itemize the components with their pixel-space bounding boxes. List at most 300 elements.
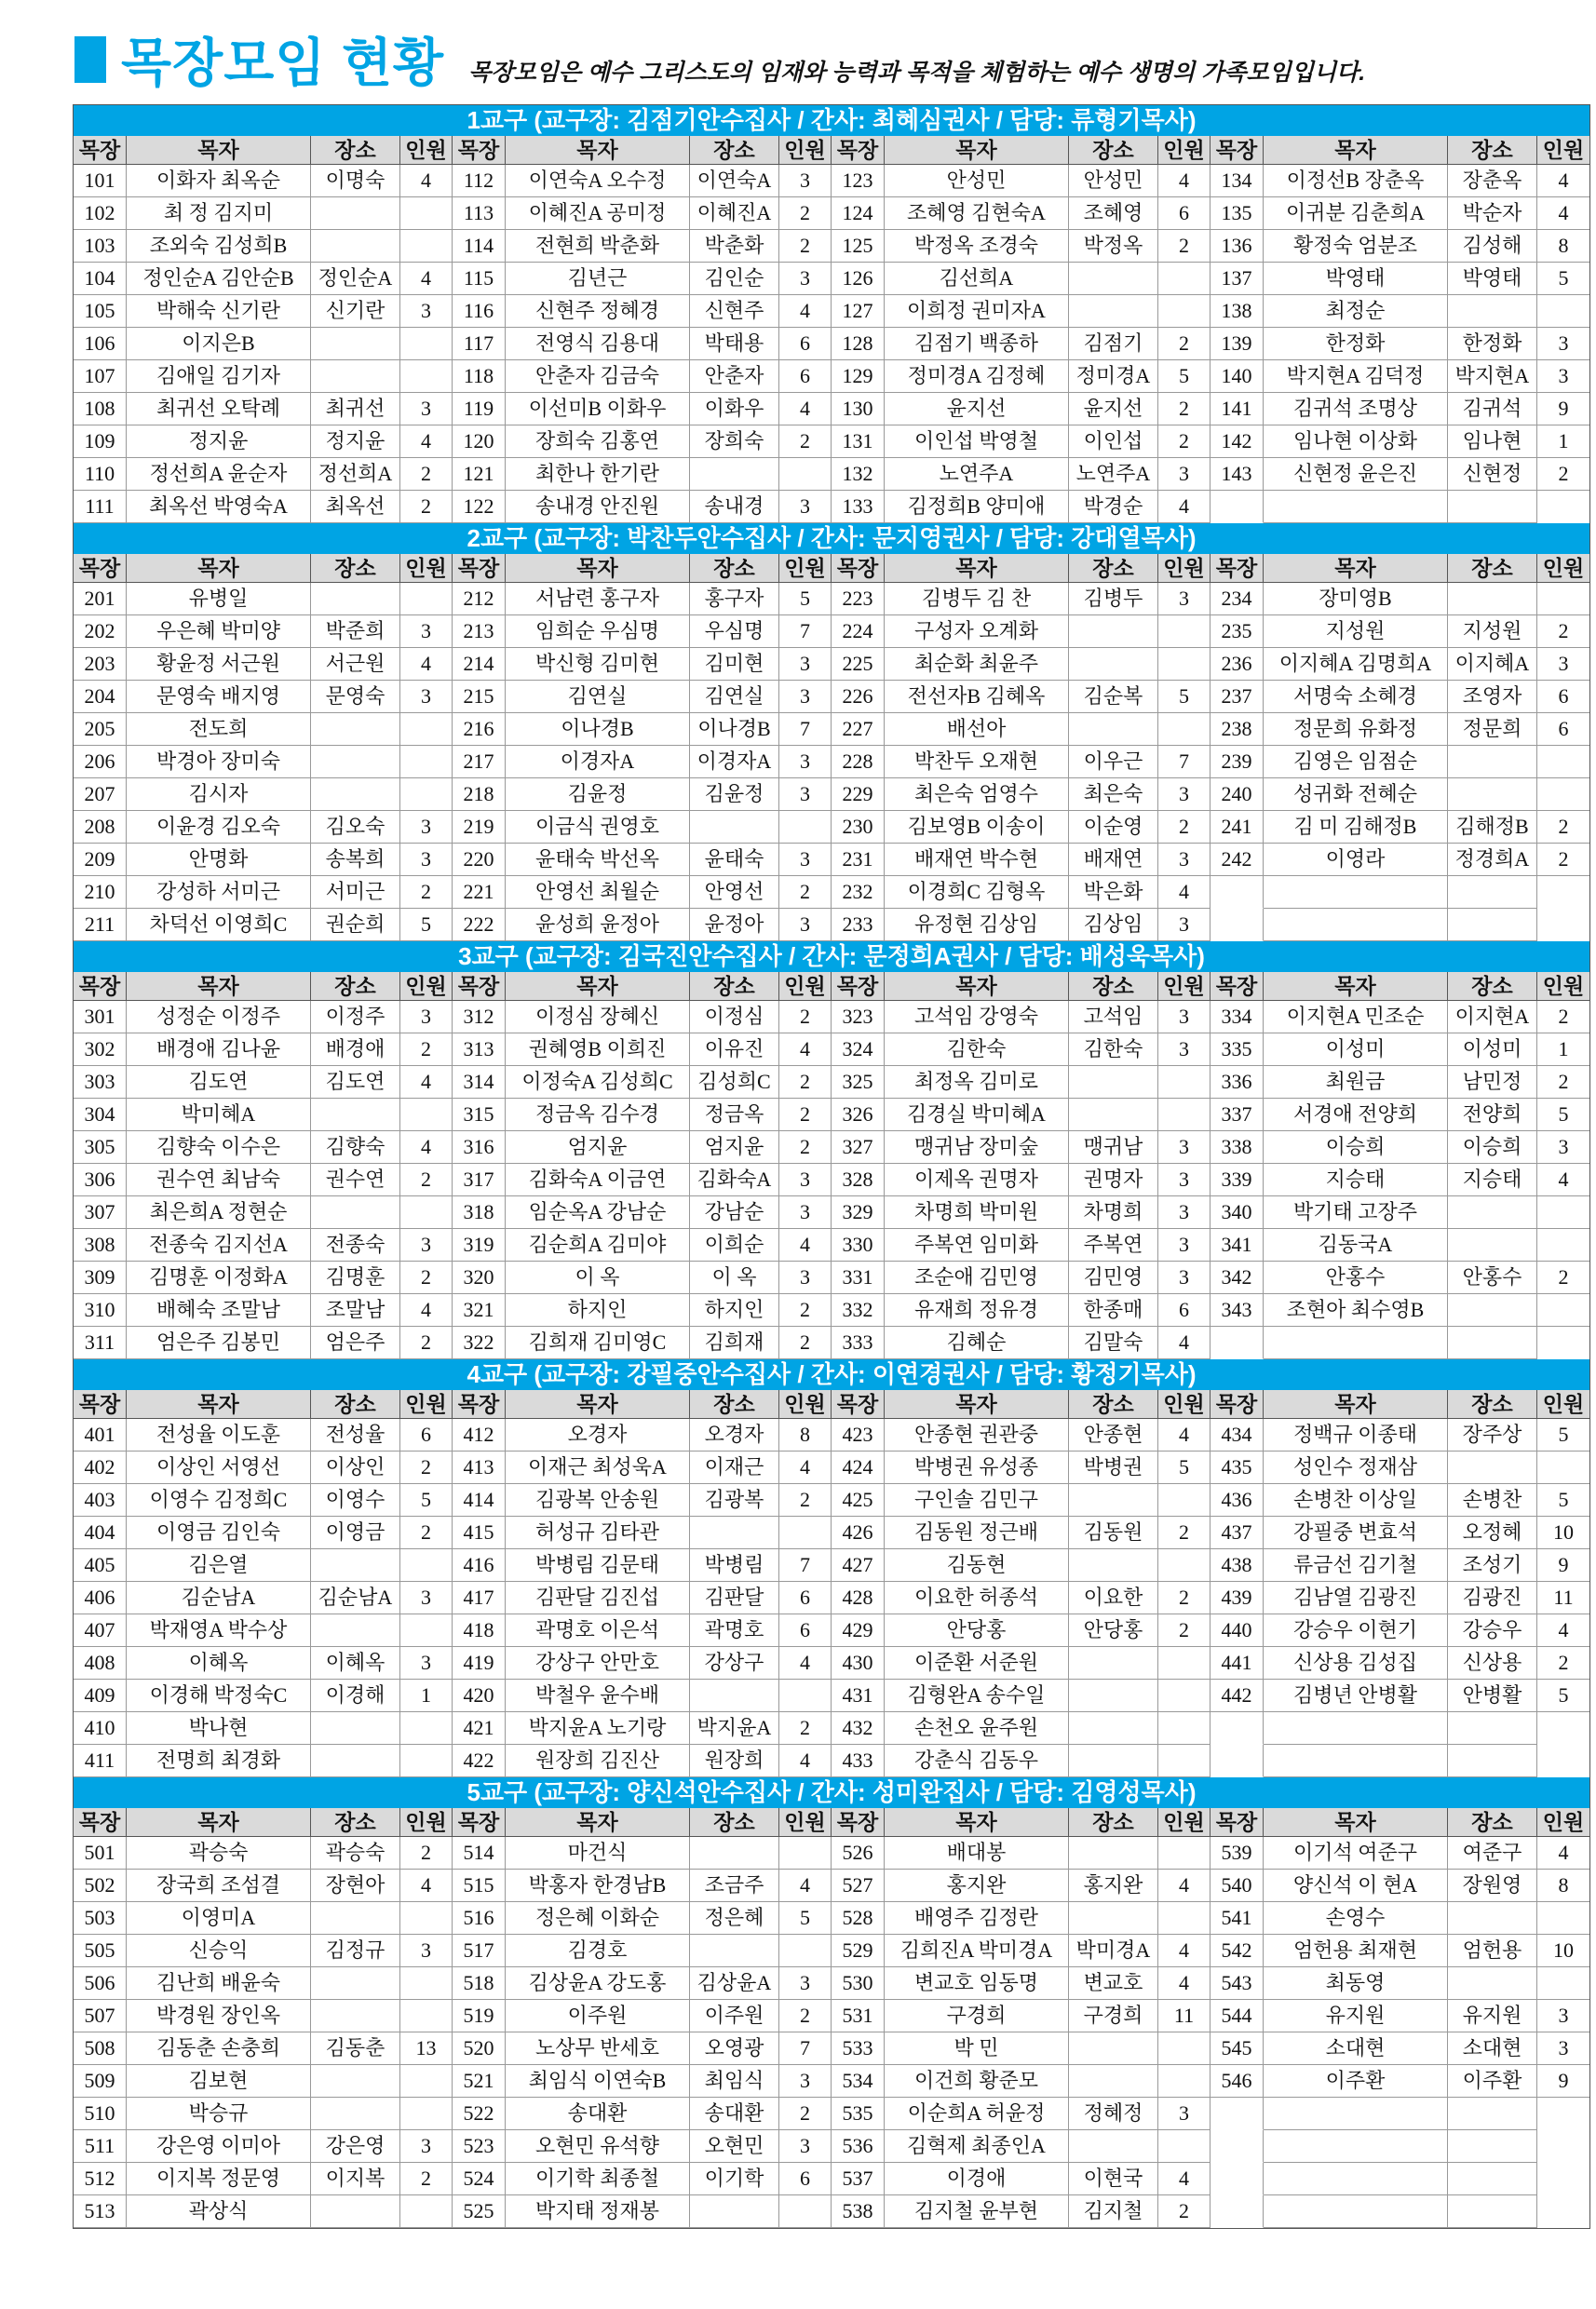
cell-mokjang: 506 <box>74 1967 127 2000</box>
cell-jangso <box>1448 1229 1537 1262</box>
cell-inwon: 2 <box>1537 1001 1589 1033</box>
cell-mokjang: 124 <box>832 197 885 230</box>
cell-mokja: 김병년 안병활 <box>1264 1680 1448 1712</box>
cell-jangso: 박태용 <box>690 328 779 360</box>
cell-inwon: 3 <box>1158 1164 1211 1196</box>
cell-mokjang: 520 <box>453 2032 506 2065</box>
cell-jangso <box>1448 2130 1537 2163</box>
cell-mokja: 강승우 이현기 <box>1264 1614 1448 1647</box>
cell-inwon <box>779 1837 832 1870</box>
cell-jangso: 김인순 <box>690 263 779 295</box>
cell-mokja: 장미영B <box>1264 583 1448 615</box>
cell-mokjang: 438 <box>1211 1549 1264 1582</box>
cell-jangso <box>1069 713 1158 746</box>
cell-jangso: 김지철 <box>1069 2195 1158 2228</box>
cell-jangso: 고석임 <box>1069 1001 1158 1033</box>
cell-jangso: 정미경A <box>1069 360 1158 393</box>
cell-mokjang <box>1211 2130 1264 2163</box>
cell-jangso <box>311 746 400 778</box>
cell-inwon: 2 <box>1158 1517 1211 1549</box>
cell-mokjang: 511 <box>74 2130 127 2163</box>
cell-mokja: 김윤정 <box>506 778 690 811</box>
cell-mokjang: 309 <box>74 1262 127 1294</box>
cell-jangso <box>1448 746 1537 778</box>
cell-inwon <box>779 1680 832 1712</box>
cell-jangso: 이희순 <box>690 1229 779 1262</box>
cell-jangso: 전종숙 <box>311 1229 400 1262</box>
cell-mokja: 김 미 김해정B <box>1264 811 1448 844</box>
cell-mokjang: 501 <box>74 1837 127 1870</box>
page-subtitle: 목장모임은 예수 그리스도의 임재와 능력과 목적을 체험하는 예수 생명의 가족모임입니다. <box>468 60 1366 86</box>
cell-jangso: 정경희A <box>1448 844 1537 876</box>
cell-jangso <box>1448 1452 1537 1484</box>
cell-mokja: 정선희A 윤순자 <box>127 458 311 491</box>
cell-jangso: 문영숙 <box>311 681 400 713</box>
column-header: 인원 <box>1537 1808 1589 1837</box>
cell-inwon: 4 <box>1158 2163 1211 2195</box>
cell-inwon <box>1537 2098 1589 2130</box>
cell-jangso: 김광복 <box>690 1484 779 1517</box>
cell-inwon: 10 <box>1537 1935 1589 1967</box>
cell-inwon: 4 <box>1537 1837 1589 1870</box>
cell-mokja: 김남열 김광진 <box>1264 1582 1448 1614</box>
cell-mokja: 윤지선 <box>885 393 1069 425</box>
cell-mokja: 박기태 고장주 <box>1264 1196 1448 1229</box>
cell-mokja: 유정현 김상임 <box>885 909 1069 941</box>
cell-mokjang: 321 <box>453 1294 506 1327</box>
cell-mokjang: 342 <box>1211 1262 1264 1294</box>
cell-mokjang: 519 <box>453 2000 506 2032</box>
cell-mokjang: 546 <box>1211 2065 1264 2098</box>
cell-jangso <box>1069 1680 1158 1712</box>
cell-mokja: 이혜옥 <box>127 1647 311 1680</box>
cell-jangso: 정선희A <box>311 458 400 491</box>
cell-inwon <box>400 1549 453 1582</box>
cell-mokjang: 202 <box>74 615 127 648</box>
cell-mokja: 안명화 <box>127 844 311 876</box>
cell-mokja: 임나현 이상화 <box>1264 425 1448 458</box>
cell-inwon: 5 <box>1158 681 1211 713</box>
cell-mokja: 이윤경 김오숙 <box>127 811 311 844</box>
cell-inwon: 7 <box>779 615 832 648</box>
cell-mokjang: 138 <box>1211 295 1264 328</box>
cell-mokja: 이기석 여준구 <box>1264 1837 1448 1870</box>
cell-mokja: 김희재 김미영C <box>506 1327 690 1359</box>
cell-inwon: 2 <box>1158 230 1211 263</box>
cell-inwon: 4 <box>400 648 453 681</box>
cell-inwon: 2 <box>400 458 453 491</box>
cell-mokjang: 509 <box>74 2065 127 2098</box>
cell-inwon: 6 <box>1158 1294 1211 1327</box>
cell-mokjang: 543 <box>1211 1967 1264 2000</box>
cell-mokja: 손영수 <box>1264 1902 1448 1935</box>
cell-mokja: 김동원 정근배 <box>885 1517 1069 1549</box>
cell-jangso <box>311 2098 400 2130</box>
cell-jangso: 박병권 <box>1069 1452 1158 1484</box>
cell-mokja: 이성미 <box>1264 1033 1448 1066</box>
column-header: 장소 <box>1069 1808 1158 1837</box>
cell-mokja: 유재희 정유경 <box>885 1294 1069 1327</box>
cell-mokjang: 218 <box>453 778 506 811</box>
cell-mokjang <box>1211 1327 1264 1359</box>
cell-jangso <box>1448 778 1537 811</box>
cell-mokjang: 201 <box>74 583 127 615</box>
cell-mokjang: 216 <box>453 713 506 746</box>
cell-mokjang: 223 <box>832 583 885 615</box>
cell-jangso: 정금옥 <box>690 1099 779 1131</box>
cell-mokja: 김선희A <box>885 263 1069 295</box>
cell-mokja <box>1264 1745 1448 1777</box>
cell-mokjang: 406 <box>74 1582 127 1614</box>
cell-mokja: 김난희 배윤숙 <box>127 1967 311 2000</box>
cell-mokjang: 334 <box>1211 1001 1264 1033</box>
cell-mokja: 박찬두 오재현 <box>885 746 1069 778</box>
cell-jangso: 권명자 <box>1069 1164 1158 1196</box>
cell-mokja: 이화자 최옥순 <box>127 165 311 197</box>
cell-mokja: 이혜진A 공미정 <box>506 197 690 230</box>
cell-mokja: 주복연 임미화 <box>885 1229 1069 1262</box>
cell-inwon <box>400 2195 453 2228</box>
cell-mokjang: 440 <box>1211 1614 1264 1647</box>
cell-inwon <box>779 811 832 844</box>
cell-mokja: 배선아 <box>885 713 1069 746</box>
column-header: 장소 <box>1448 972 1537 1001</box>
cell-inwon: 3 <box>1537 1131 1589 1164</box>
cell-mokjang: 531 <box>832 2000 885 2032</box>
cell-jangso <box>1069 1484 1158 1517</box>
cell-inwon: 2 <box>779 1712 832 1745</box>
cell-jangso: 이영금 <box>311 1517 400 1549</box>
cell-jangso: 김말숙 <box>1069 1327 1158 1359</box>
cell-mokja: 김경호 <box>506 1935 690 1967</box>
cell-inwon <box>1158 295 1211 328</box>
cell-mokja: 강상구 안만호 <box>506 1647 690 1680</box>
cell-mokja: 이지현A 민조순 <box>1264 1001 1448 1033</box>
column-header: 장소 <box>690 972 779 1001</box>
cell-jangso: 이순영 <box>1069 811 1158 844</box>
cell-mokja: 박홍자 한경남B <box>506 1870 690 1902</box>
cell-mokja: 김경실 박미혜A <box>885 1099 1069 1131</box>
cell-inwon: 2 <box>779 1066 832 1099</box>
cell-jangso: 이 옥 <box>690 1262 779 1294</box>
cell-mokjang: 536 <box>832 2130 885 2163</box>
cell-mokjang: 208 <box>74 811 127 844</box>
cell-mokjang: 240 <box>1211 778 1264 811</box>
column-header: 인원 <box>1158 1390 1211 1419</box>
cell-mokjang: 121 <box>453 458 506 491</box>
cell-mokjang: 541 <box>1211 1902 1264 1935</box>
cell-jangso: 김판달 <box>690 1582 779 1614</box>
cell-inwon <box>1537 1745 1589 1777</box>
cell-mokjang: 424 <box>832 1452 885 1484</box>
cell-mokja: 안당홍 <box>885 1614 1069 1647</box>
cell-mokja: 박 민 <box>885 2032 1069 2065</box>
cell-inwon: 4 <box>400 1294 453 1327</box>
column-header: 목자 <box>885 136 1069 165</box>
cell-mokja: 이정심 장혜신 <box>506 1001 690 1033</box>
cell-jangso: 조금주 <box>690 1870 779 1902</box>
cell-mokjang: 237 <box>1211 681 1264 713</box>
cell-mokjang: 418 <box>453 1614 506 1647</box>
cell-mokjang: 141 <box>1211 393 1264 425</box>
cell-inwon: 5 <box>1537 1680 1589 1712</box>
cell-jangso: 오현민 <box>690 2130 779 2163</box>
cell-inwon: 7 <box>779 2032 832 2065</box>
cell-jangso: 이명숙 <box>311 165 400 197</box>
cell-jangso: 장주상 <box>1448 1419 1537 1452</box>
cell-mokja: 전영식 김용대 <box>506 328 690 360</box>
cell-jangso <box>311 1902 400 1935</box>
cell-mokja: 구인솔 김민구 <box>885 1484 1069 1517</box>
cell-mokjang: 233 <box>832 909 885 941</box>
cell-inwon: 3 <box>1537 2000 1589 2032</box>
cell-jangso: 안당홍 <box>1069 1614 1158 1647</box>
cell-mokjang: 301 <box>74 1001 127 1033</box>
cell-mokja: 박지태 정재봉 <box>506 2195 690 2228</box>
column-header: 인원 <box>1158 972 1211 1001</box>
cell-jangso: 윤정아 <box>690 909 779 941</box>
cell-inwon: 2 <box>779 1327 832 1359</box>
cell-mokja: 이승희 <box>1264 1131 1448 1164</box>
cell-mokjang: 120 <box>453 425 506 458</box>
column-header: 목자 <box>885 972 1069 1001</box>
cell-inwon: 3 <box>1158 2098 1211 2130</box>
cell-jangso: 이주환 <box>1448 2065 1537 2098</box>
cell-jangso <box>1448 2163 1537 2195</box>
cell-inwon <box>1158 1066 1211 1099</box>
cell-jangso <box>1448 2098 1537 2130</box>
column-header: 목장 <box>832 972 885 1001</box>
cell-mokjang: 317 <box>453 1164 506 1196</box>
cell-mokjang: 431 <box>832 1680 885 1712</box>
cell-inwon: 2 <box>400 1327 453 1359</box>
column-header: 장소 <box>1069 136 1158 165</box>
column-header: 인원 <box>1537 136 1589 165</box>
column-header: 목장 <box>453 554 506 583</box>
cell-mokjang: 338 <box>1211 1131 1264 1164</box>
cell-mokja: 김순희A 김미야 <box>506 1229 690 1262</box>
cell-mokjang: 332 <box>832 1294 885 1327</box>
cell-mokja: 박병림 김문태 <box>506 1549 690 1582</box>
cell-mokja: 원장희 김진산 <box>506 1745 690 1777</box>
cell-inwon: 4 <box>1158 1419 1211 1452</box>
section-header: 3교구 (교구장: 김국진안수집사 / 간사: 문정희A권사 / 담당: 배성욱목사) <box>74 941 1589 972</box>
column-header: 장소 <box>690 1390 779 1419</box>
cell-mokjang: 209 <box>74 844 127 876</box>
cell-mokjang: 227 <box>832 713 885 746</box>
cell-inwon <box>1158 1745 1211 1777</box>
cell-mokja: 박승규 <box>127 2098 311 2130</box>
cell-mokja: 강성하 서미근 <box>127 876 311 909</box>
cell-jangso <box>1069 1549 1158 1582</box>
cell-jangso: 장춘옥 <box>1448 165 1537 197</box>
cell-mokja: 장국희 조섬결 <box>127 1870 311 1902</box>
cell-jangso <box>1069 1712 1158 1745</box>
cell-jangso: 김병두 <box>1069 583 1158 615</box>
cell-jangso <box>1448 876 1537 909</box>
column-header: 목장 <box>453 136 506 165</box>
cell-jangso: 이요한 <box>1069 1582 1158 1614</box>
cell-jangso <box>1448 1712 1537 1745</box>
cell-mokja: 김보현 <box>127 2065 311 2098</box>
cell-inwon <box>1537 1452 1589 1484</box>
cell-jangso <box>1448 583 1537 615</box>
cell-mokja: 전선자B 김혜옥 <box>885 681 1069 713</box>
cell-inwon: 3 <box>1537 648 1589 681</box>
cell-inwon: 4 <box>779 1870 832 1902</box>
cell-jangso: 안병활 <box>1448 1680 1537 1712</box>
cell-inwon: 3 <box>779 681 832 713</box>
cell-mokjang: 206 <box>74 746 127 778</box>
cell-jangso <box>1069 1745 1158 1777</box>
cell-jangso: 원장희 <box>690 1745 779 1777</box>
cell-mokja: 김동국A <box>1264 1229 1448 1262</box>
cell-inwon: 4 <box>779 1647 832 1680</box>
cell-jangso: 안종현 <box>1069 1419 1158 1452</box>
cell-inwon: 3 <box>1158 1262 1211 1294</box>
column-header: 인원 <box>779 972 832 1001</box>
cell-jangso: 구경희 <box>1069 2000 1158 2032</box>
cell-inwon: 9 <box>1537 2065 1589 2098</box>
cell-inwon: 4 <box>779 1033 832 1066</box>
cell-inwon <box>1537 876 1589 909</box>
cell-jangso: 신현정 <box>1448 458 1537 491</box>
cell-jangso: 김향숙 <box>311 1131 400 1164</box>
cell-mokjang: 103 <box>74 230 127 263</box>
column-header: 인원 <box>1537 554 1589 583</box>
cell-jangso: 곽승숙 <box>311 1837 400 1870</box>
cell-mokja: 차명희 박미원 <box>885 1196 1069 1229</box>
cell-inwon: 5 <box>400 1484 453 1517</box>
cell-inwon <box>1537 1327 1589 1359</box>
cell-mokja: 박경원 장인옥 <box>127 2000 311 2032</box>
cell-jangso: 이정주 <box>311 1001 400 1033</box>
cell-jangso: 김광진 <box>1448 1582 1537 1614</box>
cell-inwon: 3 <box>400 811 453 844</box>
cell-mokjang: 434 <box>1211 1419 1264 1452</box>
cell-mokja: 김점기 백종하 <box>885 328 1069 360</box>
cell-mokjang: 302 <box>74 1033 127 1066</box>
cell-mokjang: 320 <box>453 1262 506 1294</box>
cell-jangso: 이현국 <box>1069 2163 1158 2195</box>
cell-mokja: 김보영B 이송이 <box>885 811 1069 844</box>
column-header: 목장 <box>453 972 506 1001</box>
cell-mokjang: 108 <box>74 393 127 425</box>
cell-mokjang <box>1211 909 1264 941</box>
cell-jangso: 강상구 <box>690 1647 779 1680</box>
cell-jangso: 정은혜 <box>690 1902 779 1935</box>
cell-mokja: 김동현 <box>885 1549 1069 1582</box>
cell-mokja: 한정화 <box>1264 328 1448 360</box>
cell-jangso: 윤지선 <box>1069 393 1158 425</box>
cell-mokjang: 241 <box>1211 811 1264 844</box>
cell-mokja: 이경자A <box>506 746 690 778</box>
cell-mokja: 이요한 허종석 <box>885 1582 1069 1614</box>
cell-mokjang: 419 <box>453 1647 506 1680</box>
cell-inwon: 3 <box>1158 1131 1211 1164</box>
cell-inwon: 9 <box>1537 1549 1589 1582</box>
cell-mokja: 지성원 <box>1264 615 1448 648</box>
cell-inwon <box>400 360 453 393</box>
cell-mokjang: 339 <box>1211 1164 1264 1196</box>
cell-jangso <box>311 2000 400 2032</box>
cell-jangso: 최은숙 <box>1069 778 1158 811</box>
cell-inwon: 5 <box>1537 1419 1589 1452</box>
cell-mokja: 변교호 임동명 <box>885 1967 1069 2000</box>
cell-mokja: 김영은 임점순 <box>1264 746 1448 778</box>
cell-mokjang: 343 <box>1211 1294 1264 1327</box>
cell-mokja: 이재근 최성욱A <box>506 1452 690 1484</box>
cell-mokja: 지승태 <box>1264 1164 1448 1196</box>
cell-jangso: 정지윤 <box>311 425 400 458</box>
cell-mokja: 엄지윤 <box>506 1131 690 1164</box>
cell-inwon: 3 <box>400 2130 453 2163</box>
cell-jangso <box>311 1099 400 1131</box>
cell-mokja: 손천오 윤주원 <box>885 1712 1069 1745</box>
cell-inwon: 3 <box>779 844 832 876</box>
cell-mokjang: 113 <box>453 197 506 230</box>
cell-mokjang: 211 <box>74 909 127 941</box>
cell-mokjang: 135 <box>1211 197 1264 230</box>
cell-mokjang: 305 <box>74 1131 127 1164</box>
cell-inwon: 6 <box>779 2163 832 2195</box>
cell-mokja: 성인수 정재삼 <box>1264 1452 1448 1484</box>
cell-inwon: 3 <box>1158 844 1211 876</box>
cell-mokjang: 242 <box>1211 844 1264 876</box>
cell-mokjang: 510 <box>74 2098 127 2130</box>
cell-mokja: 이영금 김인숙 <box>127 1517 311 1549</box>
cell-inwon: 3 <box>400 1001 453 1033</box>
cell-inwon <box>1537 2163 1589 2195</box>
cell-jangso <box>1448 1902 1537 1935</box>
cell-mokjang: 115 <box>453 263 506 295</box>
cell-mokjang <box>1211 2195 1264 2228</box>
cell-mokjang: 107 <box>74 360 127 393</box>
cell-mokjang: 133 <box>832 491 885 523</box>
cell-jangso: 이재근 <box>690 1452 779 1484</box>
cell-mokja: 황정숙 엄분조 <box>1264 230 1448 263</box>
column-header: 인원 <box>400 554 453 583</box>
cell-jangso <box>1069 295 1158 328</box>
title-bullet-icon <box>74 36 106 83</box>
cell-mokja: 이 옥 <box>506 1262 690 1294</box>
cell-mokjang: 226 <box>832 681 885 713</box>
cell-mokjang: 517 <box>453 1935 506 1967</box>
cell-jangso <box>311 197 400 230</box>
cell-mokja: 정지윤 <box>127 425 311 458</box>
cell-mokja: 이순희A 허윤정 <box>885 2098 1069 2130</box>
cell-mokja: 이정숙A 김성희C <box>506 1066 690 1099</box>
cell-jangso <box>311 1712 400 1745</box>
column-header: 목장 <box>832 554 885 583</box>
cell-jangso <box>1069 648 1158 681</box>
cell-inwon <box>400 1614 453 1647</box>
cell-inwon: 4 <box>400 1870 453 1902</box>
cell-mokjang: 330 <box>832 1229 885 1262</box>
cell-inwon: 3 <box>400 844 453 876</box>
cell-mokja: 박미혜A <box>127 1099 311 1131</box>
cell-jangso: 장원영 <box>1448 1870 1537 1902</box>
cell-mokjang: 513 <box>74 2195 127 2228</box>
cell-mokja: 곽승숙 <box>127 1837 311 1870</box>
cell-mokja: 박나현 <box>127 1712 311 1745</box>
cell-jangso: 김미현 <box>690 648 779 681</box>
cell-mokja <box>1264 2098 1448 2130</box>
column-header: 인원 <box>400 972 453 1001</box>
cell-mokjang: 328 <box>832 1164 885 1196</box>
cell-mokja: 김병두 김 찬 <box>885 583 1069 615</box>
cell-mokjang: 437 <box>1211 1517 1264 1549</box>
